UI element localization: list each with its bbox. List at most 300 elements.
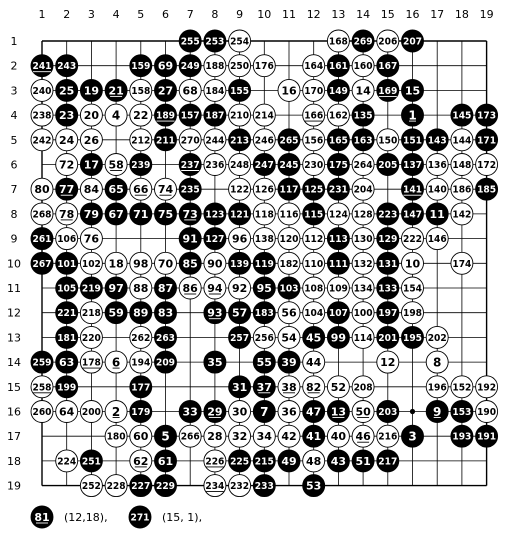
- black-stone[interactable]: [155, 203, 177, 225]
- white-stone[interactable]: [253, 55, 275, 77]
- black-stone[interactable]: [229, 302, 251, 324]
- white-stone[interactable]: [229, 104, 251, 126]
- white-stone[interactable]: [80, 326, 102, 348]
- move-number: 86: [182, 281, 198, 295]
- black-stone[interactable]: [155, 450, 177, 472]
- black-stone[interactable]: [56, 79, 78, 101]
- black-stone[interactable]: [130, 302, 152, 324]
- black-stone[interactable]: [229, 376, 251, 398]
- white-stone[interactable]: [229, 277, 251, 299]
- black-stone[interactable]: [56, 376, 78, 398]
- black-stone[interactable]: [253, 277, 275, 299]
- white-stone[interactable]: [303, 277, 325, 299]
- white-stone[interactable]: [31, 401, 53, 423]
- move-number: 38: [281, 380, 297, 394]
- white-stone[interactable]: [278, 79, 300, 101]
- black-stone[interactable]: [402, 203, 424, 225]
- white-stone[interactable]: [56, 203, 78, 225]
- black-stone[interactable]: [56, 55, 78, 77]
- white-stone[interactable]: [303, 129, 325, 151]
- black-stone[interactable]: [426, 401, 448, 423]
- black-stone[interactable]: [130, 203, 152, 225]
- white-stone[interactable]: [476, 376, 498, 398]
- black-stone[interactable]: [204, 30, 226, 52]
- white-stone[interactable]: [377, 129, 399, 151]
- white-stone[interactable]: [204, 425, 226, 447]
- black-stone[interactable]: [253, 302, 275, 324]
- black-stone[interactable]: [155, 104, 177, 126]
- white-stone[interactable]: [303, 302, 325, 324]
- black-stone[interactable]: [303, 203, 325, 225]
- white-stone[interactable]: [253, 203, 275, 225]
- white-stone[interactable]: [451, 154, 473, 176]
- black-stone[interactable]: [402, 178, 424, 200]
- black-stone[interactable]: [56, 351, 78, 373]
- white-stone[interactable]: [31, 79, 53, 101]
- black-stone[interactable]: [327, 79, 349, 101]
- black-stone[interactable]: [402, 30, 424, 52]
- white-stone[interactable]: [402, 302, 424, 324]
- move-number: 131: [378, 258, 398, 270]
- white-stone[interactable]: [130, 425, 152, 447]
- white-stone[interactable]: [80, 178, 102, 200]
- white-stone[interactable]: [352, 425, 374, 447]
- white-stone[interactable]: [278, 326, 300, 348]
- white-stone[interactable]: [352, 277, 374, 299]
- white-stone[interactable]: [204, 129, 226, 151]
- white-stone[interactable]: [352, 154, 374, 176]
- white-stone[interactable]: [204, 252, 226, 274]
- black-stone[interactable]: [80, 277, 102, 299]
- white-stone[interactable]: [278, 376, 300, 398]
- white-stone[interactable]: [204, 79, 226, 101]
- white-stone[interactable]: [402, 277, 424, 299]
- white-stone[interactable]: [229, 30, 251, 52]
- white-stone[interactable]: [56, 401, 78, 423]
- black-stone[interactable]: [451, 425, 473, 447]
- white-stone[interactable]: [352, 79, 374, 101]
- black-stone[interactable]: [56, 302, 78, 324]
- white-stone[interactable]: [80, 104, 102, 126]
- white-stone[interactable]: [80, 228, 102, 250]
- white-stone[interactable]: [155, 252, 177, 274]
- black-stone[interactable]: [327, 228, 349, 250]
- black-stone[interactable]: [377, 55, 399, 77]
- white-stone[interactable]: [31, 178, 53, 200]
- white-stone[interactable]: [253, 326, 275, 348]
- black-stone[interactable]: [402, 79, 424, 101]
- black-stone[interactable]: [179, 154, 201, 176]
- black-stone[interactable]: [327, 129, 349, 151]
- white-stone[interactable]: [56, 154, 78, 176]
- white-stone[interactable]: [105, 154, 127, 176]
- white-stone[interactable]: [204, 154, 226, 176]
- white-stone[interactable]: [303, 450, 325, 472]
- white-stone[interactable]: [426, 154, 448, 176]
- white-stone[interactable]: [130, 178, 152, 200]
- black-stone[interactable]: [80, 79, 102, 101]
- white-stone[interactable]: [105, 425, 127, 447]
- black-stone[interactable]: [327, 55, 349, 77]
- black-stone[interactable]: [327, 252, 349, 274]
- white-stone[interactable]: [476, 154, 498, 176]
- white-stone[interactable]: [130, 450, 152, 472]
- black-stone[interactable]: [56, 252, 78, 274]
- black-stone[interactable]: [31, 252, 53, 274]
- black-stone[interactable]: [377, 302, 399, 324]
- white-stone[interactable]: [130, 252, 152, 274]
- black-stone[interactable]: [179, 252, 201, 274]
- white-stone[interactable]: [253, 178, 275, 200]
- black-stone[interactable]: [377, 203, 399, 225]
- black-stone[interactable]: [229, 252, 251, 274]
- white-stone[interactable]: [451, 376, 473, 398]
- white-stone[interactable]: [229, 425, 251, 447]
- white-stone[interactable]: [352, 203, 374, 225]
- white-stone[interactable]: [130, 277, 152, 299]
- white-stone[interactable]: [253, 129, 275, 151]
- white-stone[interactable]: [253, 228, 275, 250]
- black-stone[interactable]: [253, 450, 275, 472]
- black-stone[interactable]: [253, 154, 275, 176]
- white-stone[interactable]: [179, 425, 201, 447]
- move-number: 64: [59, 405, 75, 419]
- black-stone[interactable]: [155, 475, 177, 497]
- black-stone[interactable]: [278, 129, 300, 151]
- black-stone[interactable]: [130, 401, 152, 423]
- white-stone[interactable]: [303, 351, 325, 373]
- white-stone[interactable]: [426, 326, 448, 348]
- move-number: 225: [230, 456, 250, 468]
- white-stone[interactable]: [80, 129, 102, 151]
- black-stone[interactable]: [352, 104, 374, 126]
- black-stone[interactable]: [229, 450, 251, 472]
- white-stone[interactable]: [80, 252, 102, 274]
- white-stone[interactable]: [352, 178, 374, 200]
- white-stone[interactable]: [352, 401, 374, 423]
- black-stone[interactable]: [155, 55, 177, 77]
- white-stone[interactable]: [105, 401, 127, 423]
- black-stone[interactable]: [105, 277, 127, 299]
- white-stone[interactable]: [31, 203, 53, 225]
- white-stone[interactable]: [327, 277, 349, 299]
- white-stone[interactable]: [229, 228, 251, 250]
- black-stone[interactable]: [253, 475, 275, 497]
- black-stone[interactable]: [155, 351, 177, 373]
- white-stone[interactable]: [229, 154, 251, 176]
- white-stone[interactable]: [253, 104, 275, 126]
- black-stone[interactable]: [204, 104, 226, 126]
- black-stone[interactable]: [179, 228, 201, 250]
- move-number: 192: [477, 382, 497, 394]
- white-stone[interactable]: [303, 55, 325, 77]
- white-stone[interactable]: [426, 376, 448, 398]
- white-stone[interactable]: [130, 79, 152, 101]
- black-stone[interactable]: [278, 277, 300, 299]
- white-stone[interactable]: [278, 252, 300, 274]
- black-stone[interactable]: [476, 178, 498, 200]
- white-stone[interactable]: [155, 178, 177, 200]
- black-stone[interactable]: [402, 326, 424, 348]
- move-number: 39: [281, 356, 297, 370]
- black-stone[interactable]: [179, 104, 201, 126]
- black-stone[interactable]: [377, 228, 399, 250]
- black-stone[interactable]: [80, 203, 102, 225]
- move-number: 67: [108, 207, 124, 221]
- black-stone[interactable]: [155, 425, 177, 447]
- black-stone[interactable]: [80, 154, 102, 176]
- move-number: 14: [355, 84, 371, 98]
- move-number: 124: [328, 209, 349, 221]
- black-stone[interactable]: [31, 351, 53, 373]
- white-stone[interactable]: [451, 252, 473, 274]
- white-stone[interactable]: [179, 79, 201, 101]
- move-number: 153: [452, 406, 472, 418]
- black-stone[interactable]: [204, 302, 226, 324]
- black-stone[interactable]: [130, 55, 152, 77]
- black-stone[interactable]: [105, 79, 127, 101]
- move-number: 270: [180, 135, 201, 147]
- black-stone[interactable]: [155, 129, 177, 151]
- white-stone[interactable]: [303, 104, 325, 126]
- white-stone[interactable]: [130, 351, 152, 373]
- white-stone[interactable]: [377, 351, 399, 373]
- white-stone[interactable]: [303, 376, 325, 398]
- white-stone[interactable]: [278, 302, 300, 324]
- white-stone[interactable]: [451, 203, 473, 225]
- black-stone[interactable]: [253, 351, 275, 373]
- black-stone[interactable]: [129, 506, 151, 528]
- move-number: 251: [81, 456, 102, 468]
- white-stone[interactable]: [327, 104, 349, 126]
- black-stone[interactable]: [476, 104, 498, 126]
- black-stone[interactable]: [303, 475, 325, 497]
- move-number: 247: [254, 159, 274, 171]
- black-stone[interactable]: [402, 425, 424, 447]
- black-stone[interactable]: [155, 277, 177, 299]
- move-number: 199: [57, 382, 77, 394]
- black-stone[interactable]: [56, 326, 78, 348]
- move-number: 188: [205, 61, 225, 73]
- black-stone[interactable]: [352, 450, 374, 472]
- white-stone[interactable]: [130, 129, 152, 151]
- white-stone[interactable]: [278, 425, 300, 447]
- black-stone[interactable]: [204, 401, 226, 423]
- black-stone[interactable]: [327, 450, 349, 472]
- white-stone[interactable]: [105, 475, 127, 497]
- white-stone[interactable]: [352, 376, 374, 398]
- white-stone[interactable]: [80, 302, 102, 324]
- move-number: 166: [304, 110, 324, 122]
- black-stone[interactable]: [56, 178, 78, 200]
- row-label: 8: [10, 207, 18, 221]
- move-number: 23: [59, 109, 75, 123]
- black-stone[interactable]: [179, 203, 201, 225]
- black-stone[interactable]: [204, 228, 226, 250]
- black-stone[interactable]: [327, 302, 349, 324]
- black-stone[interactable]: [426, 203, 448, 225]
- black-stone[interactable]: [476, 425, 498, 447]
- black-stone[interactable]: [402, 104, 424, 126]
- black-stone[interactable]: [56, 104, 78, 126]
- white-stone[interactable]: [204, 475, 226, 497]
- black-stone[interactable]: [377, 326, 399, 348]
- white-stone[interactable]: [179, 129, 201, 151]
- black-stone[interactable]: [402, 154, 424, 176]
- black-stone[interactable]: [179, 55, 201, 77]
- move-number: 26: [83, 133, 100, 147]
- white-stone[interactable]: [80, 475, 102, 497]
- black-stone[interactable]: [377, 252, 399, 274]
- white-stone[interactable]: [204, 55, 226, 77]
- move-number: 234: [205, 481, 225, 493]
- white-stone[interactable]: [56, 129, 78, 151]
- white-stone[interactable]: [31, 376, 53, 398]
- black-stone[interactable]: [31, 55, 53, 77]
- white-stone[interactable]: [56, 228, 78, 250]
- white-stone[interactable]: [229, 55, 251, 77]
- move-number: 6: [111, 355, 121, 370]
- black-stone[interactable]: [179, 401, 201, 423]
- black-stone[interactable]: [327, 401, 349, 423]
- black-stone[interactable]: [327, 326, 349, 348]
- black-stone[interactable]: [352, 129, 374, 151]
- white-stone[interactable]: [80, 351, 102, 373]
- move-number: 58: [108, 158, 124, 172]
- white-stone[interactable]: [451, 178, 473, 200]
- white-stone[interactable]: [105, 351, 127, 373]
- black-stone[interactable]: [253, 252, 275, 274]
- white-stone[interactable]: [229, 475, 251, 497]
- move-number: 160: [353, 61, 373, 73]
- col-label: 13: [331, 8, 346, 21]
- black-stone[interactable]: [303, 401, 325, 423]
- black-stone[interactable]: [303, 326, 325, 348]
- white-stone[interactable]: [278, 228, 300, 250]
- move-number: 100: [353, 308, 373, 320]
- white-stone[interactable]: [204, 450, 226, 472]
- white-stone[interactable]: [402, 252, 424, 274]
- white-stone[interactable]: [327, 425, 349, 447]
- move-number: 25: [59, 84, 75, 98]
- black-stone[interactable]: [451, 104, 473, 126]
- white-stone[interactable]: [377, 425, 399, 447]
- black-stone[interactable]: [229, 129, 251, 151]
- black-stone[interactable]: [204, 351, 226, 373]
- black-stone[interactable]: [130, 475, 152, 497]
- white-stone[interactable]: [31, 129, 53, 151]
- white-stone[interactable]: [105, 252, 127, 274]
- black-stone[interactable]: [278, 178, 300, 200]
- white-stone[interactable]: [402, 228, 424, 250]
- black-stone[interactable]: [303, 178, 325, 200]
- white-stone[interactable]: [327, 30, 349, 52]
- black-stone[interactable]: [278, 351, 300, 373]
- white-stone[interactable]: [303, 228, 325, 250]
- white-stone[interactable]: [204, 277, 226, 299]
- black-stone[interactable]: [426, 129, 448, 151]
- white-stone[interactable]: [377, 30, 399, 52]
- white-stone[interactable]: [253, 425, 275, 447]
- white-stone[interactable]: [352, 228, 374, 250]
- black-stone[interactable]: [327, 178, 349, 200]
- black-stone[interactable]: [229, 326, 251, 348]
- black-stone[interactable]: [303, 425, 325, 447]
- white-stone[interactable]: [303, 252, 325, 274]
- white-stone[interactable]: [327, 376, 349, 398]
- black-stone[interactable]: [56, 277, 78, 299]
- black-stone[interactable]: [377, 277, 399, 299]
- black-stone[interactable]: [402, 129, 424, 151]
- white-stone[interactable]: [327, 203, 349, 225]
- black-stone[interactable]: [31, 506, 53, 528]
- white-stone[interactable]: [278, 203, 300, 225]
- white-stone[interactable]: [476, 401, 498, 423]
- white-stone[interactable]: [426, 351, 448, 373]
- black-stone[interactable]: [31, 228, 53, 250]
- black-stone[interactable]: [253, 376, 275, 398]
- black-stone[interactable]: [179, 178, 201, 200]
- black-stone[interactable]: [451, 401, 473, 423]
- white-stone[interactable]: [352, 302, 374, 324]
- black-stone[interactable]: [229, 203, 251, 225]
- white-stone[interactable]: [229, 401, 251, 423]
- white-stone[interactable]: [352, 55, 374, 77]
- white-stone[interactable]: [303, 79, 325, 101]
- white-stone[interactable]: [426, 178, 448, 200]
- black-stone[interactable]: [476, 129, 498, 151]
- black-stone[interactable]: [327, 154, 349, 176]
- black-stone[interactable]: [377, 450, 399, 472]
- white-stone[interactable]: [130, 104, 152, 126]
- black-stone[interactable]: [155, 302, 177, 324]
- black-stone[interactable]: [377, 79, 399, 101]
- black-stone[interactable]: [105, 203, 127, 225]
- white-stone[interactable]: [352, 326, 374, 348]
- white-stone[interactable]: [105, 104, 127, 126]
- white-stone[interactable]: [80, 401, 102, 423]
- black-stone[interactable]: [155, 326, 177, 348]
- black-stone[interactable]: [204, 203, 226, 225]
- black-stone[interactable]: [253, 401, 275, 423]
- black-stone[interactable]: [229, 79, 251, 101]
- black-stone[interactable]: [155, 79, 177, 101]
- move-number: 36: [281, 405, 297, 419]
- white-stone[interactable]: [278, 401, 300, 423]
- white-stone[interactable]: [179, 277, 201, 299]
- black-stone[interactable]: [352, 30, 374, 52]
- white-stone[interactable]: [451, 129, 473, 151]
- white-stone[interactable]: [229, 178, 251, 200]
- black-stone[interactable]: [377, 401, 399, 423]
- black-stone[interactable]: [278, 154, 300, 176]
- white-stone[interactable]: [130, 326, 152, 348]
- black-stone[interactable]: [278, 450, 300, 472]
- col-label: 15: [380, 8, 395, 21]
- white-stone[interactable]: [303, 154, 325, 176]
- white-stone[interactable]: [352, 252, 374, 274]
- white-stone[interactable]: [426, 228, 448, 250]
- black-stone[interactable]: [80, 450, 102, 472]
- white-stone[interactable]: [31, 104, 53, 126]
- black-stone[interactable]: [105, 178, 127, 200]
- black-stone[interactable]: [130, 376, 152, 398]
- white-stone[interactable]: [56, 450, 78, 472]
- black-stone[interactable]: [179, 30, 201, 52]
- black-stone[interactable]: [130, 154, 152, 176]
- black-stone[interactable]: [105, 302, 127, 324]
- black-stone[interactable]: [377, 154, 399, 176]
